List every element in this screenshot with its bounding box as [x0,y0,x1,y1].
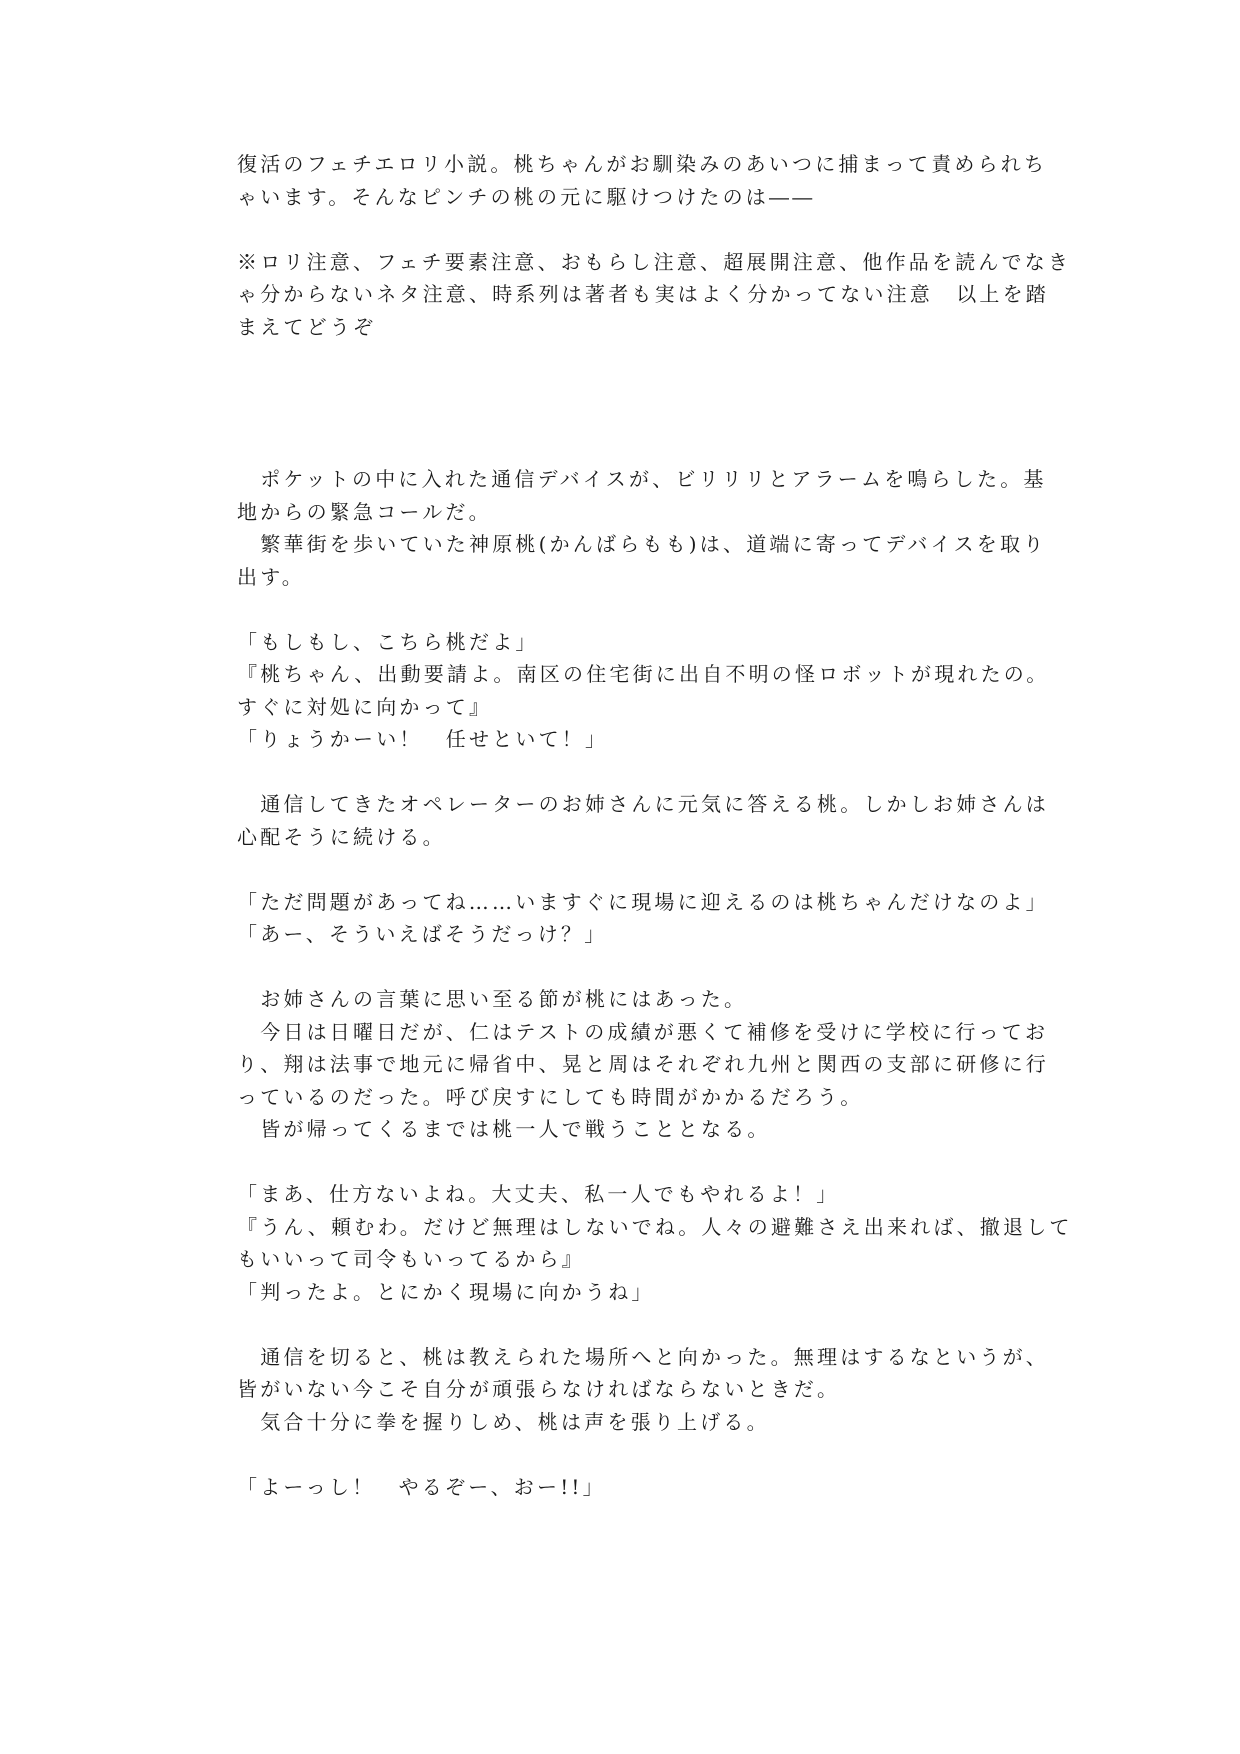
text-line: 「よーっし！ やるぞー、おー!!」 [237,1474,606,1499]
text-line: 「判ったよ。とにかく現場に向かうね」 [237,1279,655,1304]
blank-line [237,593,1007,626]
text-line: 「りょうかーい！ 任せといて！」 [237,727,609,751]
text-line: お姉さんの言葉に思い至る節が桃にはあった。 [237,987,748,1011]
text-line: 『うん、頼むわ。だけど無理はしないでね。人々の避難さえ出来れば、撤退して [237,1214,1073,1239]
blank-line [237,756,1007,789]
text-line: 心配そうに続ける。 [237,824,446,849]
text-line: ※ロリ注意、フェチ要素注意、おもらし注意、超展開注意、他作品を読んでなき [237,249,1072,274]
text-line: 地からの緊急コールだ。 [237,499,492,524]
text-line: 繁華街を歩いていた神原桃(かんばらもも)は、道端に寄ってデバイスを取り [237,532,1047,556]
intro-paragraph [237,148,1048,213]
section-gap [237,343,1007,463]
text-line: 復活のフェチエロリ小説。桃ちゃんがお馴染みのあいつに捕まって責められち [237,152,1048,176]
story-body [237,463,1073,1503]
text-line: 「ただ問題があってね……いますぐに現場に迎えるのは桃ちゃんだけなのよ」 [237,889,1049,914]
text-line: 通信を切ると、桃は教えられた場所へと向かった。無理はするなというが、 [237,1344,1049,1369]
text-line: 皆がいない今こそ自分が頑張らなければならないときだ。 [237,1377,841,1401]
text-line: すぐに対処に向かって』 [237,694,493,719]
text-line: 気合十分に拳を握りしめ、桃は声を張り上げる。 [237,1409,770,1434]
text-line: 『桃ちゃん、出動要請よ。南区の住宅街に出自不明の怪ロボットが現れたの。 [237,662,1050,686]
text-line: 通信してきたオペレーターのお姉さんに元気に答える桃。しかしお姉さんは [237,792,1049,816]
blank-line [237,853,1007,886]
text-line: っているのだった。呼び戻すにしても時間がかかるだろう。 [237,1084,864,1109]
text-line: まえてどうぞ [237,314,377,339]
text-line: 皆が帰ってくるまでは桃一人で戦うこととなる。 [237,1117,771,1141]
blank-line [237,1308,1007,1341]
text-line: 今日は日曜日だが、仁はテストの成績が悪くて補修を受けに学校に行ってお [237,1019,1049,1044]
text-line: 「まあ、仕方ないよね。大丈夫、私一人でもやれるよ！」 [237,1182,840,1206]
text-line: ゃいます。そんなピンチの桃の元に駆けつけたのは―― [237,184,816,209]
text-line: もいいって司令もいってるから』 [237,1247,585,1271]
text-line: り、翔は法事で地元に帰省中、晃と周はそれぞれ九州と関西の支部に研修に行 [237,1052,1049,1076]
blank-line [237,951,1007,984]
blank-line [237,1438,1007,1471]
text-line: ゃ分からないネタ注意、時系列は著者も実はよく分かってない注意 以上を踏 [237,282,1049,306]
text-line: 出す。 [237,564,305,589]
warning-paragraph [237,246,1072,344]
text-line: 「もしもし、こちら桃だよ」 [237,629,539,654]
blank-line [237,213,1007,246]
blank-line [237,1146,1007,1179]
text-line: 「あー、そういえばそうだっけ？」 [237,922,608,946]
text-line: ポケットの中に入れた通信デバイスが、ビリリリとアラームを鳴らした。基 [237,467,1047,491]
document-page [237,148,1073,1503]
